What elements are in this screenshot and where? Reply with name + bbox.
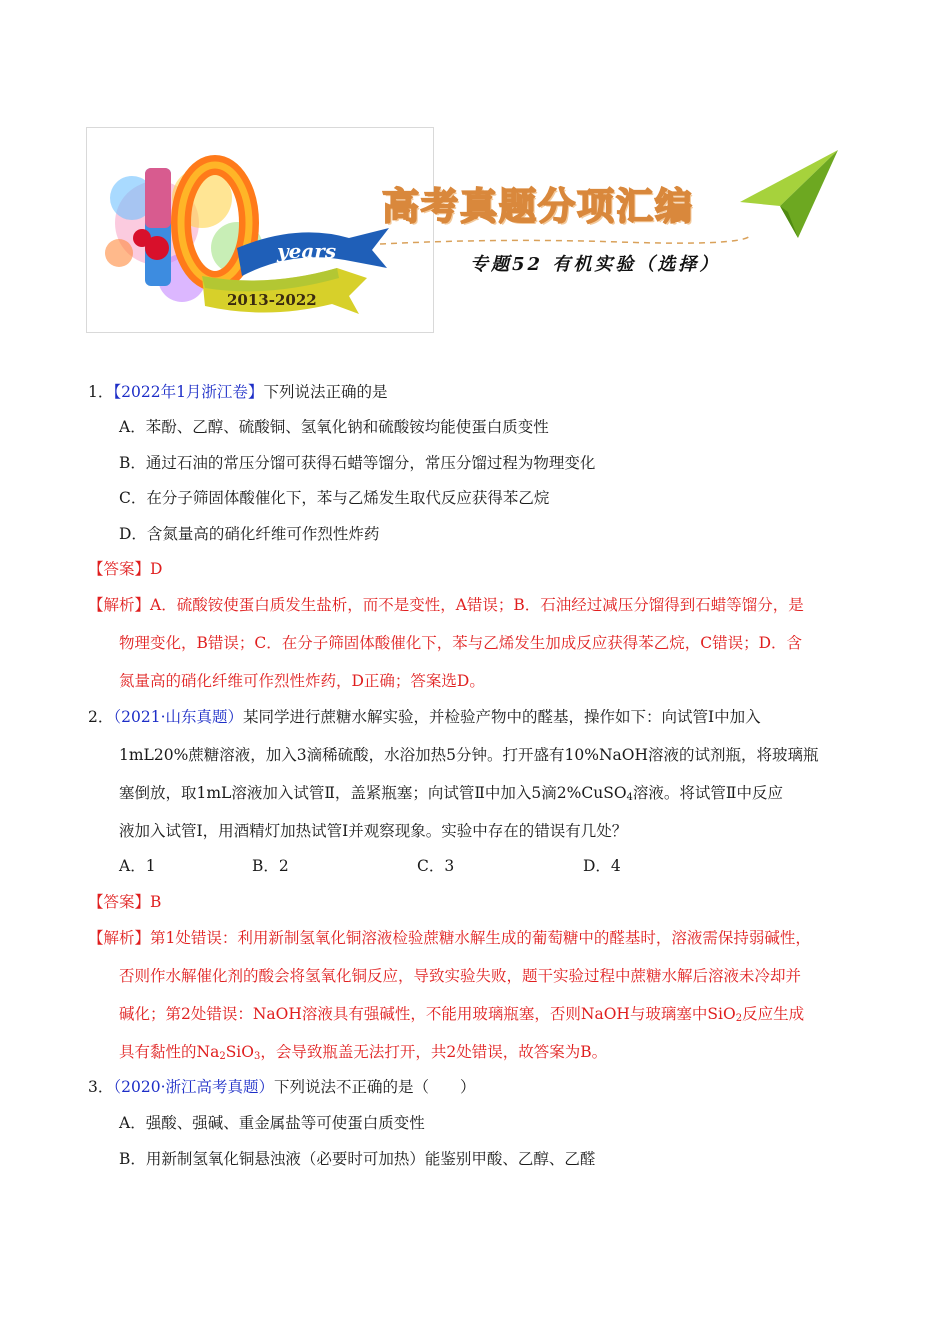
question-3-option-a: A．强酸、强碱、重金属盐等可使蛋白质变性: [119, 1114, 425, 1132]
question-2-option-a: A．1: [119, 857, 156, 875]
question-1-option-a: A．苯酚、乙醇、硫酸铜、氢氧化钠和硫酸铵均能使蛋白质变性: [119, 418, 549, 436]
question-1-explanation-line: 【解析】A．硫酸铵使蛋白质发生盐析，而不是变性，A错误；B．石油经过减压分馏得到石蜡等馏分，是: [88, 596, 804, 614]
question-2-options: [119, 856, 621, 876]
question-1-option-d: D．含氮量高的硝化纤维可作烈性炸药: [119, 525, 380, 543]
question-2-explanation-line: 具有黏性的$Na_2SiO_3$，会导致瓶盖无法打开，共2处错误，故答案为B。: [119, 1043, 608, 1062]
question-2-explanation-line: 否则作水解催化剂的酸会将氢氧化铜反应，导致实验失败，题干实验过程中蔗糖水解后溶液未冷却并: [119, 967, 802, 985]
question-2-answer: 【答案】B: [88, 893, 162, 911]
question-number: 1．: [88, 383, 114, 401]
header-banner: [86, 127, 434, 333]
paper-plane-icon: [740, 150, 840, 240]
banner-title: 高考真题分项汇编: [382, 184, 694, 228]
question-text: 某同学进行蔗糖水解实验，并检验产物中的醛基，操作如下：向试管Ⅰ中加入: [243, 708, 761, 726]
question-2-option-d: D．4: [583, 857, 621, 875]
question-2-explanation-line: 【解析】第1处错误：利用新制氢氧化铜溶液检验蔗糖水解生成的葡萄糖中的醛基时，溶液需保持弱碱性，: [88, 929, 811, 947]
question-2-text-line: 1mL20%蔗糖溶液，加入3滴稀硫酸，水浴加热5分钟。打开盛有10%NaOH溶液的试剂瓶，将玻璃瓶: [119, 746, 819, 764]
question-source: 【2022年1月浙江卷】: [113, 383, 264, 401]
logo-range-text: 2013-2022: [227, 291, 317, 309]
question-1-stem: [88, 382, 387, 402]
question-text: 下列说法不正确的是（ ）: [274, 1078, 476, 1096]
logo-years-text: years: [277, 239, 337, 263]
ten-years-logo: [87, 128, 433, 332]
question-1-option-c: C．在分子筛固体酸催化下，苯与乙烯发生取代反应获得苯乙烷: [119, 489, 550, 507]
topic-subtitle: 专题52 有机实验（选择）: [470, 254, 721, 275]
question-2-option-b: B．2: [252, 857, 289, 875]
question-source: （2020·浙江高考真题）: [113, 1078, 274, 1096]
question-2-stem: [88, 707, 761, 727]
question-1-explanation-line: 物理变化，B错误；C．在分子筛固体酸催化下，苯与乙烯发生加成反应获得苯乙烷，C错误；D．含: [119, 634, 803, 652]
question-source: （2021·山东真题）: [113, 708, 243, 726]
question-3-option-b: B．用新制氢氧化铜悬浊液（必要时可加热）能鉴别甲酸、乙醇、乙醛: [119, 1150, 596, 1168]
question-2-text-line: 塞倒放，取1mL溶液加入试管Ⅱ，盖紧瓶塞；向试管Ⅱ中加入5滴2%CuSO$_4$溶液。将试管Ⅱ中反应: [119, 784, 783, 803]
question-text: 下列说法正确的是: [263, 383, 388, 401]
question-2-option-c: C．3: [417, 857, 455, 875]
question-2-text-line: 液加入试管Ⅰ，用酒精灯加热试管Ⅰ并观察现象。实验中存在的错误有几处？: [119, 822, 628, 840]
question-1-explanation-line: 氮量高的硝化纤维可作烈性炸药，D正确；答案选D。: [119, 672, 485, 690]
question-3-stem: [88, 1077, 476, 1097]
question-1-answer: 【答案】D: [88, 560, 163, 578]
question-number: 3．: [88, 1078, 114, 1096]
question-number: 2．: [88, 708, 114, 726]
question-1-option-b: B．通过石油的常压分馏可获得石蜡等馏分，常压分馏过程为物理变化: [119, 454, 596, 472]
question-2-explanation-line: 碱化；第2处错误：NaOH溶液具有强碱性，不能用玻璃瓶塞，否则NaOH与玻璃塞中SiO$_2$反应生成: [119, 1005, 805, 1024]
